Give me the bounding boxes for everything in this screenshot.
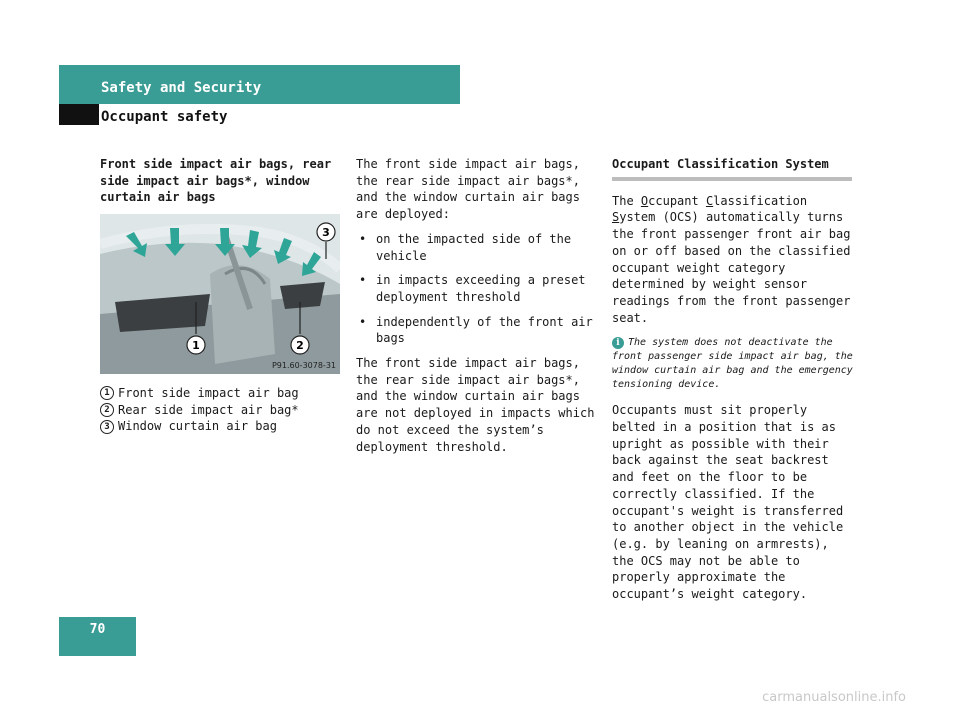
- header-marker: [59, 104, 99, 125]
- subsection-title: Occupant safety: [101, 109, 228, 125]
- callout-1: [187, 336, 205, 354]
- watermark: carmanualsonline.info: [762, 690, 906, 705]
- caption-text: Front side impact air bag: [118, 385, 299, 400]
- ocs-seating-paragraph: Occupants must sit properly belted in a position that is as upright as possible with their back against the seat backrest and feet on the floor to be correctly classified. If the occupant's weight is transferred to another object in the vehicle (e.g. by leaning on armrests), the OCS may not be able to properly approximate the occupant’s weight category.: [612, 403, 844, 602]
- svg-text:2: 2: [296, 339, 304, 353]
- list-item: • independently of the front air bags: [356, 314, 596, 347]
- heading-rule: [612, 177, 852, 181]
- page-number: 70: [89, 622, 106, 637]
- deploy-intro: The front side impact air bags, the rear side impact air bags*, and the window curtain air bags are deployed:: [356, 157, 580, 222]
- caption-number: 3: [100, 420, 114, 434]
- info-note: [612, 336, 857, 392]
- svg-text:1: 1: [192, 339, 200, 353]
- figure-heading: Front side impact air bags, rear side impact air bags*, window curtain air bags: [100, 157, 332, 205]
- deploy-conditions: [356, 231, 596, 347]
- caption-number: 2: [100, 403, 114, 417]
- caption-3: [100, 418, 345, 435]
- column-left: [100, 156, 345, 435]
- section-title: Safety and Security: [101, 80, 262, 96]
- ocs-paragraph: The Occupant Classification System (OCS) automatically turns the front passenger front air bag on or off based on the classified occupant weight category determined by weight sensor readings from the front passenger seat.: [612, 193, 851, 325]
- column-right: [612, 156, 857, 611]
- airbag-illustration: [100, 214, 340, 374]
- svg-text:3: 3: [322, 226, 330, 240]
- column-middle: [356, 156, 596, 463]
- caption-number: 1: [100, 386, 114, 400]
- list-item: • on the impacted side of the vehicle: [356, 231, 596, 264]
- caption-text: Rear side impact air bag*: [118, 402, 299, 417]
- note-text: The system does not deactivate the front passenger side impact air bag, the window curtain air bag and the emergency tensioning device.: [612, 337, 853, 391]
- caption-text: Window curtain air bag: [118, 419, 277, 434]
- figure-ref: P91.60-3078-31: [271, 361, 336, 371]
- callout-2: [291, 336, 309, 354]
- list-item: • in impacts exceeding a preset deployment threshold: [356, 272, 596, 305]
- info-icon: i: [612, 337, 624, 349]
- caption-2: [100, 402, 345, 419]
- ocs-heading: Occupant Classification System: [612, 157, 829, 171]
- callout-3: [317, 223, 335, 241]
- deploy-closing: The front side impact air bags, the rear side impact air bags*, and the window curtain air bags are not deployed in impacts which do not exceed the system’s deployment threshold.: [356, 356, 595, 454]
- caption-1: [100, 385, 345, 402]
